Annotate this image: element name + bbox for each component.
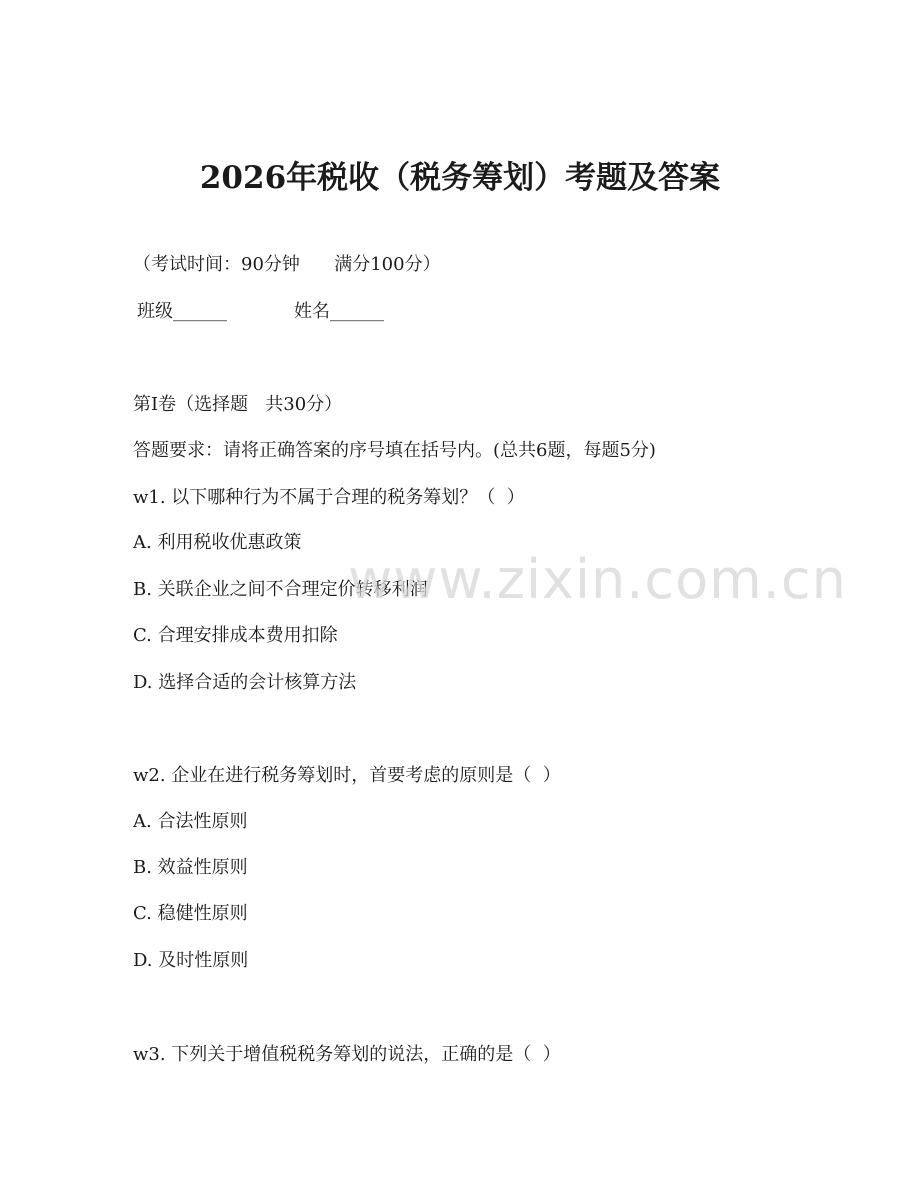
question-3-stem: w3. 下列关于增值税税务筹划的说法，正确的是（ ） [133, 1044, 561, 1065]
question-1-stem: w1. 以下哪种行为不属于合理的税务筹划？（ ） [133, 487, 525, 508]
question-2-option-d: D. 及时性原则 [133, 950, 249, 971]
exam-info: （考试时间：90分钟 满分100分） [133, 254, 441, 275]
name-field-label: 姓名______ [294, 301, 384, 322]
question-1-option-a: A. 利用税收优惠政策 [133, 532, 302, 553]
question-1-option-b: B. 关联企业之间不合理定价转移利润 [133, 579, 428, 600]
class-field-label: 班级______ [137, 301, 227, 322]
section-heading: 第I卷（选择题 共30分） [133, 394, 343, 415]
answer-instructions: 答题要求：请将正确答案的序号填在括号内。(总共6题，每题5分) [133, 440, 656, 461]
question-2-option-b: B. 效益性原则 [133, 857, 248, 878]
watermark: www.zixin.com.cn [348, 548, 847, 611]
document-title: 2026年税收（税务筹划）考题及答案 [199, 160, 721, 196]
question-2-option-a: A. 合法性原则 [133, 811, 248, 832]
question-2-option-c: C. 稳健性原则 [133, 903, 248, 924]
question-1-option-d: D. 选择合适的会计核算方法 [133, 672, 357, 693]
question-1-option-c: C. 合理安排成本费用扣除 [133, 625, 338, 646]
question-2-stem: w2. 企业在进行税务筹划时，首要考虑的原则是（ ） [133, 765, 561, 786]
